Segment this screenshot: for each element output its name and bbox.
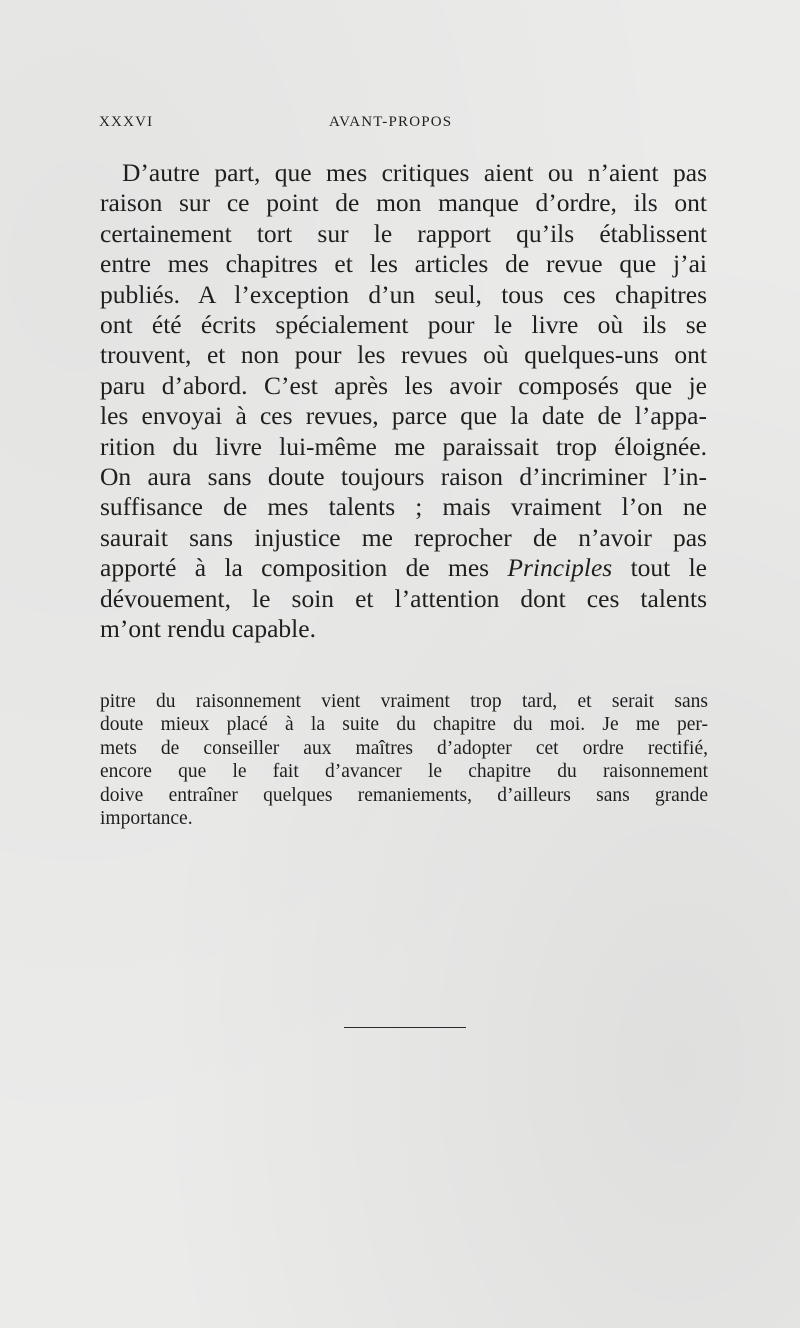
- end-rule: [344, 1027, 466, 1028]
- page-number: XXXVI: [99, 114, 154, 130]
- footnote-line: mets de conseiller aux maîtres d’adopter cet ordre rectifié,: [100, 737, 708, 759]
- text-line: On aura sans doute toujours raison d’incriminer l’in-: [100, 462, 707, 492]
- text-line-with-title: [100, 553, 707, 583]
- text-line: D’autre part, que mes critiques aient ou n’aient pas: [122, 158, 707, 187]
- text-line-last: m’ont rendu capable.: [100, 614, 316, 644]
- book-title-italic: Principles: [507, 553, 613, 583]
- text-line: dévouement, le soin et l’attention dont ces talents: [100, 583, 707, 613]
- main-paragraph: [100, 158, 707, 645]
- text-line: certainement tort sur le rapport qu’ils établissent: [100, 218, 707, 248]
- text-line: ont été écrits spécialement pour le livre où ils se: [100, 310, 707, 340]
- footnote-line-last: importance.: [100, 808, 193, 830]
- footnote-line: pitre du raisonnement vient vraiment trop tard, et serait sans: [100, 691, 708, 712]
- text-fragment: tout le: [612, 553, 707, 583]
- text-line: entre mes chapitres et les articles de revue que j’ai: [100, 249, 707, 279]
- footnote-line: doute mieux placé à la suite du chapitre du moi. Je me per-: [100, 714, 708, 736]
- footnote-line: encore que le fait d’avancer le chapitre du raisonnement: [100, 761, 708, 783]
- text-line: suffisance de mes talents ; mais vraiment l’on ne: [100, 492, 707, 522]
- text-fragment: apporté à la composition de mes: [100, 553, 508, 583]
- text-line: trouvent, et non pour les revues où quelques-uns ont: [100, 340, 707, 370]
- text-line: rition du livre lui-même me paraissait trop éloignée.: [100, 431, 707, 461]
- text-line: les envoyai à ces revues, parce que la date de l’appa-: [100, 401, 707, 431]
- footnote-line: doive entraîner quelques remaniements, d’ailleurs sans grande: [100, 784, 708, 806]
- text-line: paru d’abord. C’est après les avoir composés que je: [100, 370, 707, 400]
- text-line: raison sur ce point de mon manque d’ordre, ils ont: [100, 188, 707, 218]
- running-title: AVANT-PROPOS: [329, 114, 453, 130]
- running-head: [99, 114, 709, 136]
- footnote-continuation: [100, 690, 708, 830]
- text-line: saurait sans injustice me reprocher de n’avoir pas: [100, 522, 707, 552]
- text-line: publiés. A l’exception d’un seul, tous ces chapitres: [100, 279, 707, 309]
